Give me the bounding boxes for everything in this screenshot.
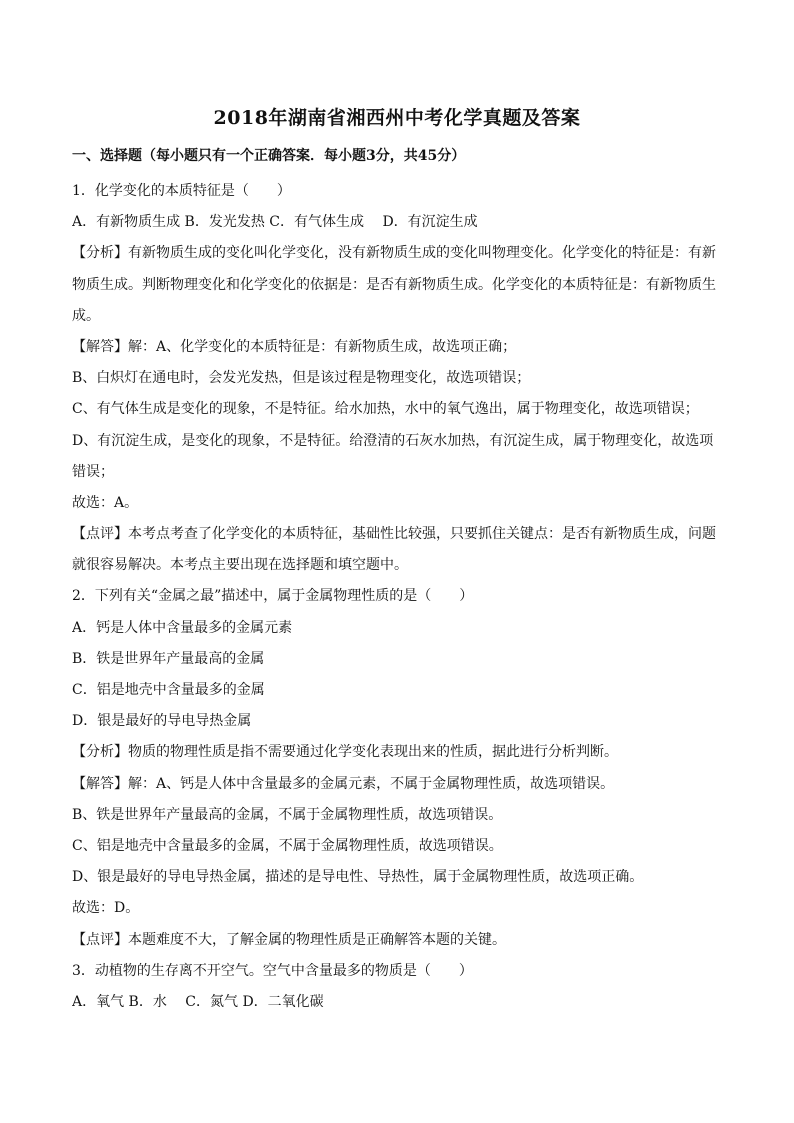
analysis-text: 物质生成。判断物理变化和化学变化的依据是：是否有新物质生成。化学变化的本质特征是：有新物质生 bbox=[72, 276, 716, 293]
answer-line: 故选：D。 bbox=[72, 900, 140, 917]
analysis-text: 【分析】物质的物理性质是指不需要通过化学变化表现出来的性质，据此进行分析判断。 bbox=[72, 744, 618, 761]
solution-text: 【解答】解：A、钙是人体中含量最多的金属元素，不属于金属物理性质，故选项错误。 bbox=[72, 775, 615, 792]
comment-text: 【点评】本考点考查了化学变化的本质特征，基础性比较强，只要抓住关键点：是否有新物质生成，问题 bbox=[72, 526, 716, 543]
solution-text: 【解答】解：A、化学变化的本质特征是：有新物质生成，故选项正确； bbox=[72, 338, 517, 355]
question-2-option: D．银是最好的导电导热金属 bbox=[72, 713, 252, 730]
document-body bbox=[72, 176, 722, 1018]
question-2-option: B．铁是世界年产量最高的金属 bbox=[72, 650, 265, 667]
question-2-option: C．铝是地壳中含量最多的金属 bbox=[72, 682, 265, 698]
solution-text: D、银是最好的导电导热金属，描述的是导电性、导热性，属于金属物理性质，故选项正确。 bbox=[72, 869, 644, 886]
comment-text: 【点评】本题难度不大，了解金属的物理性质是正确解答本题的关键。 bbox=[72, 931, 506, 948]
comment-text: 就很容易解决。本考点主要出现在选择题和填空题中。 bbox=[72, 557, 408, 574]
solution-text: B、铁是世界年产量最高的金属，不属于金属物理性质，故选项错误。 bbox=[72, 806, 503, 823]
section-heading: 一、选择题（每小题只有一个正确答案．每小题3分，共45分） bbox=[72, 148, 466, 164]
answer-line: 故选：A。 bbox=[72, 494, 139, 511]
question-3-options: A．氧气 B．水 C．氮气 D．二氧化碳 bbox=[72, 993, 324, 1010]
solution-text: B、白炽灯在通电时，会发光发热，但是该过程是物理变化，故选项错误； bbox=[72, 370, 531, 387]
solution-text: C、铝是地壳中含量最多的金属，不属于金属物理性质，故选项错误。 bbox=[72, 837, 503, 854]
document-title: 2018年湖南省湘西州中考化学真题及答案 bbox=[213, 107, 581, 129]
solution-text: D、有沉淀生成，是变化的现象，不是特征。给澄清的石灰水加热，有沉淀生成，属于物理变化，故选项 bbox=[72, 432, 714, 449]
question-3: 3．动植物的生存离不开空气。空气中含量最多的物质是（ ） bbox=[72, 962, 473, 979]
question-1: 1．化学变化的本质特征是（ ） bbox=[72, 183, 291, 199]
question-2: 2．下列有关“金属之最”描述中，属于金属物理性质的是（ ） bbox=[72, 588, 474, 605]
solution-text: 错误； bbox=[72, 463, 114, 480]
analysis-text: 成。 bbox=[72, 307, 100, 324]
solution-text: C、有气体生成是变化的现象，不是特征。给水加热，水中的氧气逸出，属于物理变化，故选项错误； bbox=[72, 401, 699, 418]
analysis-text: 【分析】有新物质生成的变化叫化学变化，没有新物质生成的变化叫物理变化。化学变化的特征是：有新 bbox=[72, 245, 716, 262]
question-1-options: A．有新物质生成 B．发光发热 C．有气体生成 D．有沉淀生成 bbox=[72, 214, 478, 231]
question-2-option: A．钙是人体中含量最多的金属元素 bbox=[72, 619, 293, 636]
